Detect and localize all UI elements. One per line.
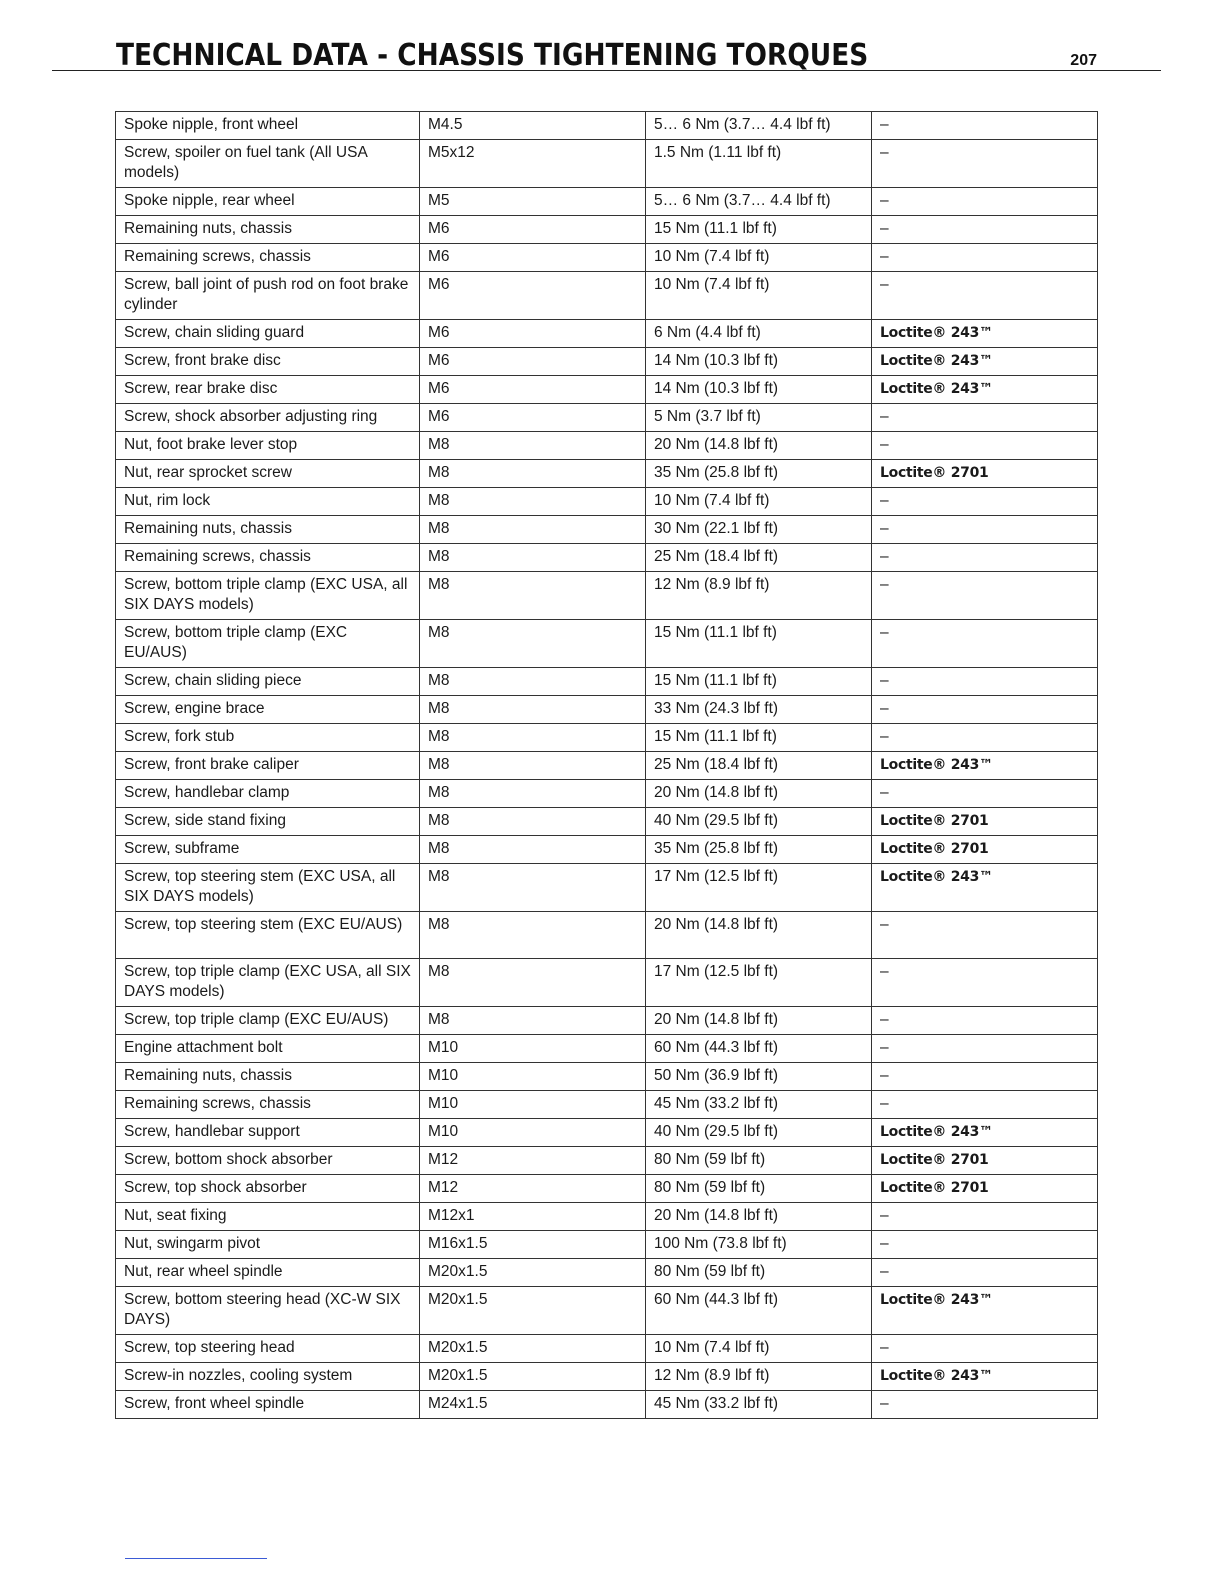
part-name-cell: Screw, top steering stem (EXC USA, all SIX DAYS models) — [116, 864, 420, 912]
table-row — [116, 432, 1098, 460]
thread-size-cell: M12x1 — [420, 1203, 646, 1231]
part-name-cell: Nut, seat fixing — [116, 1203, 420, 1231]
threadlocker-cell: – — [872, 1391, 1098, 1419]
table-row — [116, 724, 1098, 752]
part-name-cell: Remaining nuts, chassis — [116, 516, 420, 544]
thread-size-cell: M10 — [420, 1119, 646, 1147]
threadlocker-cell: – — [872, 959, 1098, 1007]
table-row — [116, 1035, 1098, 1063]
threadlocker-cell: – — [872, 1035, 1098, 1063]
threadlocker-cell: – — [872, 216, 1098, 244]
part-name-cell: Screw, chain sliding piece — [116, 668, 420, 696]
page-header — [52, 36, 1161, 71]
table-row — [116, 572, 1098, 620]
threadlocker-cell: – — [872, 1063, 1098, 1091]
threadlocker-cell: – — [872, 544, 1098, 572]
thread-size-cell: M5 — [420, 188, 646, 216]
part-name-cell: Nut, swingarm pivot — [116, 1231, 420, 1259]
table-row — [116, 620, 1098, 668]
part-name-cell: Screw, top steering head — [116, 1335, 420, 1363]
part-name-cell: Screw, shock absorber adjusting ring — [116, 404, 420, 432]
part-name-cell: Nut, rear wheel spindle — [116, 1259, 420, 1287]
thread-size-cell: M5x12 — [420, 140, 646, 188]
torque-value-cell: 80 Nm (59 lbf ft) — [646, 1175, 872, 1203]
part-name-cell: Screw, top shock absorber — [116, 1175, 420, 1203]
torque-value-cell: 10 Nm (7.4 lbf ft) — [646, 244, 872, 272]
part-name-cell: Screw, subframe — [116, 836, 420, 864]
table-row — [116, 752, 1098, 780]
table-row — [116, 780, 1098, 808]
threadlocker-cell: – — [872, 620, 1098, 668]
thread-size-cell: M8 — [420, 959, 646, 1007]
table-row — [116, 216, 1098, 244]
thread-size-cell: M12 — [420, 1175, 646, 1203]
torque-value-cell: 35 Nm (25.8 lbf ft) — [646, 836, 872, 864]
torque-value-cell: 40 Nm (29.5 lbf ft) — [646, 1119, 872, 1147]
table-row — [116, 959, 1098, 1007]
part-name-cell: Screw, front wheel spindle — [116, 1391, 420, 1419]
torque-value-cell: 17 Nm (12.5 lbf ft) — [646, 864, 872, 912]
torque-value-cell: 10 Nm (7.4 lbf ft) — [646, 488, 872, 516]
threadlocker-cell: Loctite® 2701 — [872, 836, 1098, 864]
page-number: 207 — [1070, 52, 1097, 69]
threadlocker-cell: Loctite® 243™ — [872, 348, 1098, 376]
part-name-cell: Screw, fork stub — [116, 724, 420, 752]
thread-size-cell: M24x1.5 — [420, 1391, 646, 1419]
table-row — [116, 1363, 1098, 1391]
threadlocker-cell: – — [872, 488, 1098, 516]
torque-value-cell: 25 Nm (18.4 lbf ft) — [646, 752, 872, 780]
threadlocker-cell: – — [872, 272, 1098, 320]
table-row — [116, 912, 1098, 959]
thread-size-cell: M8 — [420, 572, 646, 620]
torque-value-cell: 5 Nm (3.7 lbf ft) — [646, 404, 872, 432]
threadlocker-cell: – — [872, 188, 1098, 216]
threadlocker-cell: Loctite® 243™ — [872, 864, 1098, 912]
torque-value-cell: 35 Nm (25.8 lbf ft) — [646, 460, 872, 488]
torque-value-cell: 5… 6 Nm (3.7… 4.4 lbf ft) — [646, 188, 872, 216]
table-row — [116, 1203, 1098, 1231]
table-row — [116, 460, 1098, 488]
part-name-cell: Remaining nuts, chassis — [116, 1063, 420, 1091]
torque-value-cell: 15 Nm (11.1 lbf ft) — [646, 724, 872, 752]
threadlocker-cell: – — [872, 1007, 1098, 1035]
table-row — [116, 1147, 1098, 1175]
footer-link-line — [125, 1558, 267, 1559]
table-row — [116, 404, 1098, 432]
table-row — [116, 544, 1098, 572]
threadlocker-cell: – — [872, 112, 1098, 140]
part-name-cell: Screw, top steering stem (EXC EU/AUS) — [116, 912, 420, 959]
table-row — [116, 320, 1098, 348]
torque-value-cell: 15 Nm (11.1 lbf ft) — [646, 620, 872, 668]
threadlocker-cell: Loctite® 243™ — [872, 1119, 1098, 1147]
part-name-cell: Nut, rim lock — [116, 488, 420, 516]
part-name-cell: Spoke nipple, front wheel — [116, 112, 420, 140]
table-row — [116, 1007, 1098, 1035]
threadlocker-cell: Loctite® 243™ — [872, 376, 1098, 404]
torque-value-cell: 6 Nm (4.4 lbf ft) — [646, 320, 872, 348]
torque-value-cell: 15 Nm (11.1 lbf ft) — [646, 668, 872, 696]
part-name-cell: Screw, spoiler on fuel tank (All USA models) — [116, 140, 420, 188]
torque-value-cell: 25 Nm (18.4 lbf ft) — [646, 544, 872, 572]
threadlocker-cell: – — [872, 1203, 1098, 1231]
part-name-cell: Screw, handlebar clamp — [116, 780, 420, 808]
table-row — [116, 1231, 1098, 1259]
table-row — [116, 140, 1098, 188]
thread-size-cell: M8 — [420, 808, 646, 836]
torque-value-cell: 20 Nm (14.8 lbf ft) — [646, 912, 872, 959]
table-row — [116, 1091, 1098, 1119]
threadlocker-cell: Loctite® 243™ — [872, 1287, 1098, 1335]
thread-size-cell: M8 — [420, 544, 646, 572]
part-name-cell: Screw-in nozzles, cooling system — [116, 1363, 420, 1391]
part-name-cell: Screw, top triple clamp (EXC USA, all SIX DAYS models) — [116, 959, 420, 1007]
threadlocker-cell: – — [872, 1259, 1098, 1287]
thread-size-cell: M8 — [420, 724, 646, 752]
part-name-cell: Screw, bottom triple clamp (EXC USA, all SIX DAYS models) — [116, 572, 420, 620]
part-name-cell: Screw, ball joint of push rod on foot brake cylinder — [116, 272, 420, 320]
threadlocker-cell: Loctite® 2701 — [872, 1147, 1098, 1175]
torque-value-cell: 30 Nm (22.1 lbf ft) — [646, 516, 872, 544]
table-row — [116, 516, 1098, 544]
thread-size-cell: M8 — [420, 516, 646, 544]
part-name-cell: Screw, handlebar support — [116, 1119, 420, 1147]
table-row — [116, 244, 1098, 272]
thread-size-cell: M20x1.5 — [420, 1287, 646, 1335]
threadlocker-cell: Loctite® 2701 — [872, 808, 1098, 836]
threadlocker-cell: – — [872, 404, 1098, 432]
part-name-cell: Nut, foot brake lever stop — [116, 432, 420, 460]
table-row — [116, 112, 1098, 140]
thread-size-cell: M8 — [420, 696, 646, 724]
threadlocker-cell: – — [872, 140, 1098, 188]
page-title: TECHNICAL DATA - CHASSIS TIGHTENING TORQUES — [116, 38, 869, 73]
table-row — [116, 1391, 1098, 1419]
table-row — [116, 272, 1098, 320]
thread-size-cell: M8 — [420, 864, 646, 912]
part-name-cell: Screw, top triple clamp (EXC EU/AUS) — [116, 1007, 420, 1035]
thread-size-cell: M8 — [420, 460, 646, 488]
thread-size-cell: M8 — [420, 668, 646, 696]
part-name-cell: Remaining nuts, chassis — [116, 216, 420, 244]
torque-value-cell: 50 Nm (36.9 lbf ft) — [646, 1063, 872, 1091]
thread-size-cell: M8 — [420, 488, 646, 516]
threadlocker-cell: – — [872, 912, 1098, 959]
threadlocker-cell: – — [872, 696, 1098, 724]
part-name-cell: Screw, side stand fixing — [116, 808, 420, 836]
part-name-cell: Screw, bottom steering head (XC-W SIX DAYS) — [116, 1287, 420, 1335]
threadlocker-cell: – — [872, 432, 1098, 460]
threadlocker-cell: – — [872, 1091, 1098, 1119]
thread-size-cell: M8 — [420, 432, 646, 460]
thread-size-cell: M16x1.5 — [420, 1231, 646, 1259]
table-row — [116, 864, 1098, 912]
torque-value-cell: 33 Nm (24.3 lbf ft) — [646, 696, 872, 724]
thread-size-cell: M6 — [420, 320, 646, 348]
tightening-torques-table — [115, 111, 1098, 1419]
torque-value-cell: 45 Nm (33.2 lbf ft) — [646, 1391, 872, 1419]
thread-size-cell: M6 — [420, 348, 646, 376]
torque-value-cell: 5… 6 Nm (3.7… 4.4 lbf ft) — [646, 112, 872, 140]
table-row — [116, 348, 1098, 376]
part-name-cell: Remaining screws, chassis — [116, 544, 420, 572]
threadlocker-cell: – — [872, 780, 1098, 808]
torque-value-cell: 20 Nm (14.8 lbf ft) — [646, 780, 872, 808]
table-row — [116, 808, 1098, 836]
table-row — [116, 1259, 1098, 1287]
table-row — [116, 488, 1098, 516]
torque-value-cell: 20 Nm (14.8 lbf ft) — [646, 1203, 872, 1231]
thread-size-cell: M8 — [420, 780, 646, 808]
threadlocker-cell: – — [872, 244, 1098, 272]
thread-size-cell: M10 — [420, 1091, 646, 1119]
part-name-cell: Spoke nipple, rear wheel — [116, 188, 420, 216]
thread-size-cell: M10 — [420, 1035, 646, 1063]
thread-size-cell: M6 — [420, 244, 646, 272]
thread-size-cell: M8 — [420, 836, 646, 864]
torque-value-cell: 45 Nm (33.2 lbf ft) — [646, 1091, 872, 1119]
torque-value-cell: 20 Nm (14.8 lbf ft) — [646, 1007, 872, 1035]
part-name-cell: Screw, bottom shock absorber — [116, 1147, 420, 1175]
part-name-cell: Screw, bottom triple clamp (EXC EU/AUS) — [116, 620, 420, 668]
table-row — [116, 668, 1098, 696]
thread-size-cell: M4.5 — [420, 112, 646, 140]
torque-value-cell: 60 Nm (44.3 lbf ft) — [646, 1287, 872, 1335]
threadlocker-cell: – — [872, 1335, 1098, 1363]
torque-value-cell: 10 Nm (7.4 lbf ft) — [646, 1335, 872, 1363]
part-name-cell: Screw, rear brake disc — [116, 376, 420, 404]
thread-size-cell: M8 — [420, 752, 646, 780]
table-row — [116, 836, 1098, 864]
part-name-cell: Screw, engine brace — [116, 696, 420, 724]
table-row — [116, 1335, 1098, 1363]
thread-size-cell: M8 — [420, 620, 646, 668]
part-name-cell: Remaining screws, chassis — [116, 1091, 420, 1119]
thread-size-cell: M6 — [420, 376, 646, 404]
threadlocker-cell: Loctite® 243™ — [872, 320, 1098, 348]
thread-size-cell: M10 — [420, 1063, 646, 1091]
threadlocker-cell: Loctite® 2701 — [872, 1175, 1098, 1203]
torque-value-cell: 12 Nm (8.9 lbf ft) — [646, 572, 872, 620]
threadlocker-cell: – — [872, 724, 1098, 752]
thread-size-cell: M6 — [420, 404, 646, 432]
threadlocker-cell: – — [872, 572, 1098, 620]
thread-size-cell: M8 — [420, 1007, 646, 1035]
torque-value-cell: 10 Nm (7.4 lbf ft) — [646, 272, 872, 320]
part-name-cell: Engine attachment bolt — [116, 1035, 420, 1063]
torque-value-cell: 12 Nm (8.9 lbf ft) — [646, 1363, 872, 1391]
thread-size-cell: M12 — [420, 1147, 646, 1175]
part-name-cell: Screw, chain sliding guard — [116, 320, 420, 348]
thread-size-cell: M20x1.5 — [420, 1259, 646, 1287]
thread-size-cell: M8 — [420, 912, 646, 959]
thread-size-cell: M6 — [420, 272, 646, 320]
torque-value-cell: 60 Nm (44.3 lbf ft) — [646, 1035, 872, 1063]
table-row — [116, 376, 1098, 404]
torque-value-cell: 17 Nm (12.5 lbf ft) — [646, 959, 872, 1007]
thread-size-cell: M6 — [420, 216, 646, 244]
threadlocker-cell: – — [872, 668, 1098, 696]
torque-value-cell: 80 Nm (59 lbf ft) — [646, 1147, 872, 1175]
part-name-cell: Screw, front brake caliper — [116, 752, 420, 780]
threadlocker-cell: Loctite® 243™ — [872, 1363, 1098, 1391]
torque-value-cell: 40 Nm (29.5 lbf ft) — [646, 808, 872, 836]
torque-value-cell: 1.5 Nm (1.11 lbf ft) — [646, 140, 872, 188]
threadlocker-cell: Loctite® 2701 — [872, 460, 1098, 488]
torque-value-cell: 100 Nm (73.8 lbf ft) — [646, 1231, 872, 1259]
thread-size-cell: M20x1.5 — [420, 1335, 646, 1363]
table-body — [116, 112, 1098, 1419]
table-row — [116, 1063, 1098, 1091]
part-name-cell: Screw, front brake disc — [116, 348, 420, 376]
table-row — [116, 696, 1098, 724]
torque-value-cell: 14 Nm (10.3 lbf ft) — [646, 376, 872, 404]
torque-value-cell: 80 Nm (59 lbf ft) — [646, 1259, 872, 1287]
part-name-cell: Remaining screws, chassis — [116, 244, 420, 272]
threadlocker-cell: – — [872, 1231, 1098, 1259]
part-name-cell: Nut, rear sprocket screw — [116, 460, 420, 488]
threadlocker-cell: Loctite® 243™ — [872, 752, 1098, 780]
table-row — [116, 1175, 1098, 1203]
torque-value-cell: 20 Nm (14.8 lbf ft) — [646, 432, 872, 460]
torque-value-cell: 14 Nm (10.3 lbf ft) — [646, 348, 872, 376]
table-row — [116, 1287, 1098, 1335]
threadlocker-cell: – — [872, 516, 1098, 544]
thread-size-cell: M20x1.5 — [420, 1363, 646, 1391]
table-row — [116, 1119, 1098, 1147]
torque-value-cell: 15 Nm (11.1 lbf ft) — [646, 216, 872, 244]
table-row — [116, 188, 1098, 216]
